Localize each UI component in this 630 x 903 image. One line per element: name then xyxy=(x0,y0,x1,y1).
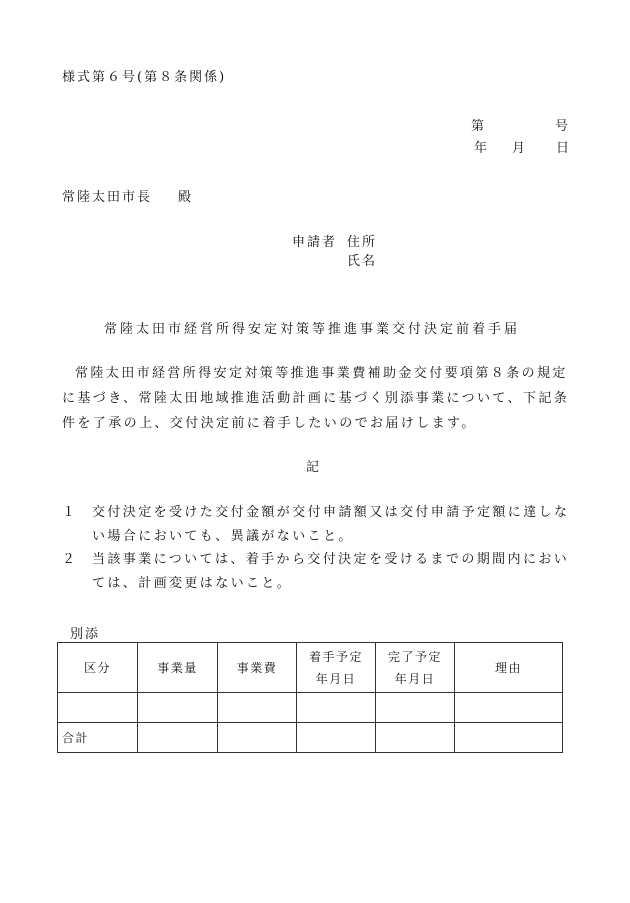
table-cell[interactable] xyxy=(455,723,563,753)
condition-item-2 xyxy=(62,548,572,596)
header-reason: 理由 xyxy=(455,643,563,693)
table-row xyxy=(58,693,563,723)
doc-number-suffix: 号 xyxy=(555,119,571,134)
header-end-line2: 年月日 xyxy=(394,671,436,686)
header-quantity: 事業量 xyxy=(138,643,218,693)
total-label: 合計 xyxy=(58,723,138,753)
table-cell[interactable] xyxy=(376,723,455,753)
document-title: 常陸太田市経営所得安定対策等推進事業交付決定前着手届 xyxy=(104,322,521,337)
addressee-honorific: 殿 xyxy=(178,190,194,205)
doc-number-prefix: 第 xyxy=(471,119,487,134)
table-cell[interactable] xyxy=(138,723,218,753)
table-cell[interactable] xyxy=(455,693,563,723)
condition-number: １ xyxy=(62,505,78,520)
table-cell[interactable] xyxy=(218,693,297,723)
table-cell[interactable] xyxy=(297,723,376,753)
attachment-label: 別添 xyxy=(70,627,101,642)
header-end-line1: 完了予定 xyxy=(387,649,442,664)
header-cost: 事業費 xyxy=(218,643,297,693)
attachment-table xyxy=(57,642,563,753)
condition-number: ２ xyxy=(62,552,78,567)
table-cell[interactable] xyxy=(58,693,138,723)
condition-item-1 xyxy=(62,501,572,549)
table-cell[interactable] xyxy=(376,693,455,723)
date-day: 日 xyxy=(556,141,572,156)
ki-heading: 記 xyxy=(306,460,322,475)
table-cell[interactable] xyxy=(218,723,297,753)
applicant-address-label: 住所 xyxy=(347,235,378,250)
applicant-label: 申請者 xyxy=(292,235,338,250)
table-header-row xyxy=(58,643,563,693)
header-end-date xyxy=(376,643,455,693)
body-paragraph: 常陸太田市経営所得安定対策等推進事業費補助金交付要項第８条の規定に基づき、常陸太田地域推進活動計画に基づく別添事業について、下記条件を了承の上、交付決定前に着手したいのでお届けします。 xyxy=(62,366,570,431)
table-total-row xyxy=(58,723,563,753)
table-cell[interactable] xyxy=(297,693,376,723)
condition-text: 交付決定を受けた交付金額が交付申請額又は交付申請予定額に達しない場合においても、異議がないこと。 xyxy=(92,505,570,544)
addressee xyxy=(62,186,193,205)
form-number: 様式第６号(第８条関係) xyxy=(62,70,227,85)
date-month: 月 xyxy=(512,141,528,156)
addressee-name: 常陸太田市長 xyxy=(62,190,153,205)
table-cell[interactable] xyxy=(138,693,218,723)
header-start-line1: 着手予定 xyxy=(308,649,363,664)
header-start-line2: 年月日 xyxy=(315,671,357,686)
header-start-date xyxy=(297,643,376,693)
condition-text: 当該事業については、着手から交付決定を受けるまでの期間内においては、計画変更はないこと。 xyxy=(92,552,570,591)
date-year: 年 xyxy=(474,141,490,156)
header-category: 区分 xyxy=(58,643,138,693)
applicant-name-label: 氏名 xyxy=(347,254,378,269)
